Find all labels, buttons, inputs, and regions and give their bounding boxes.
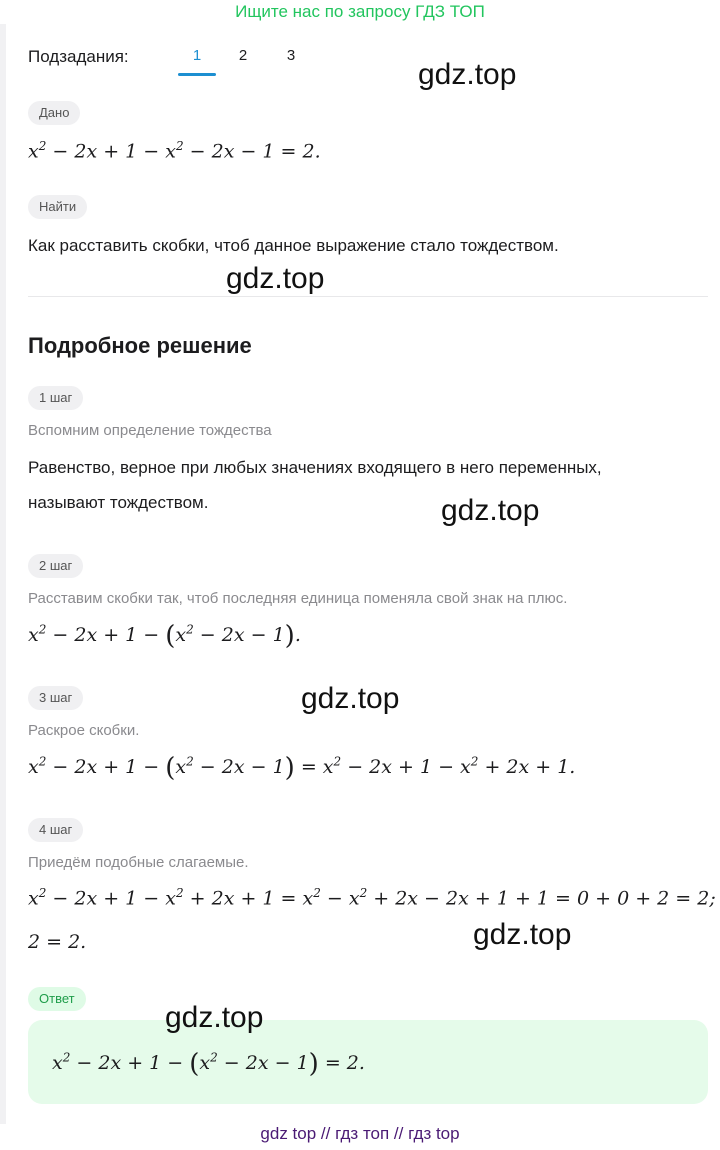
answer-equation: $x^2 - 2x + 1 - (x^2 - 2x - 1) = 2$. [52, 1049, 365, 1079]
watermark: gdz.top [165, 1001, 264, 1034]
section-divider [28, 296, 708, 297]
step-1-text-line1: Равенство, верное при любых значениях входящего в него переменных, [28, 458, 602, 477]
solution-title: Подробное решение [28, 333, 252, 358]
watermark: gdz.top [418, 58, 517, 91]
watermark: gdz.top [441, 494, 540, 527]
step-2-hint: Расставим скобки так, чтоб последняя единица поменяла свой знак на плюс. [28, 590, 568, 607]
step-1-hint: Вспомним определение тождества [28, 422, 272, 439]
watermark: gdz.top [301, 682, 400, 715]
find-text: Как расставить скобки, чтоб данное выражение стало тождеством. [28, 236, 559, 255]
watermark: gdz.top [226, 262, 325, 295]
step-4-chip: 4 шаг [28, 818, 83, 842]
promo-banner[interactable]: Ищите нас по запросу ГДЗ ТОП [235, 2, 485, 21]
answer-box [28, 1020, 708, 1104]
active-tab-indicator [178, 73, 216, 76]
given-equation: $x^2 - 2x + 1 - x^2 - 2x - 1 = 2$. [28, 139, 321, 163]
step-2-chip: 2 шаг [28, 554, 83, 578]
answer-chip: Ответ [28, 987, 86, 1011]
footer-links[interactable]: gdz top // гдз топ // гдз top [260, 1124, 460, 1143]
step-2-equation: $x^2 - 2x + 1 - (x^2 - 2x - 1)$. [28, 621, 301, 651]
left-border [0, 24, 6, 1124]
subtask-tab-2[interactable]: 2 [238, 47, 248, 64]
step-3-equation: $x^2 - 2x + 1 - (x^2 - 2x - 1) = x^2 - 2x + 1 - x^2 + 2x + 1$. [28, 753, 576, 783]
subtask-tab-1[interactable]: 1 [192, 47, 202, 64]
find-chip: Найти [28, 195, 87, 219]
step-1-text-line2: называют тождеством. [28, 493, 209, 512]
step-3-hint: Раскрое скобки. [28, 722, 140, 739]
subtasks-nav [28, 40, 328, 80]
given-chip: Дано [28, 101, 80, 125]
step-3-chip: 3 шаг [28, 686, 83, 710]
step-4-equation-1: $x^2 - 2x + 1 - x^2 + 2x + 1 = x^2 - x^2 + 2x - 2x + 1 + 1 = 0 + 0 + 2 = 2$; [28, 886, 716, 910]
step-4-equation-2: 2 = 2. [28, 931, 87, 953]
subtasks-label: Подзадания: [28, 47, 129, 66]
watermark: gdz.top [473, 918, 572, 951]
step-4-hint: Приедём подобные слагаемые. [28, 854, 249, 871]
subtask-tab-3[interactable]: 3 [286, 47, 296, 64]
step-1-chip: 1 шаг [28, 386, 83, 410]
